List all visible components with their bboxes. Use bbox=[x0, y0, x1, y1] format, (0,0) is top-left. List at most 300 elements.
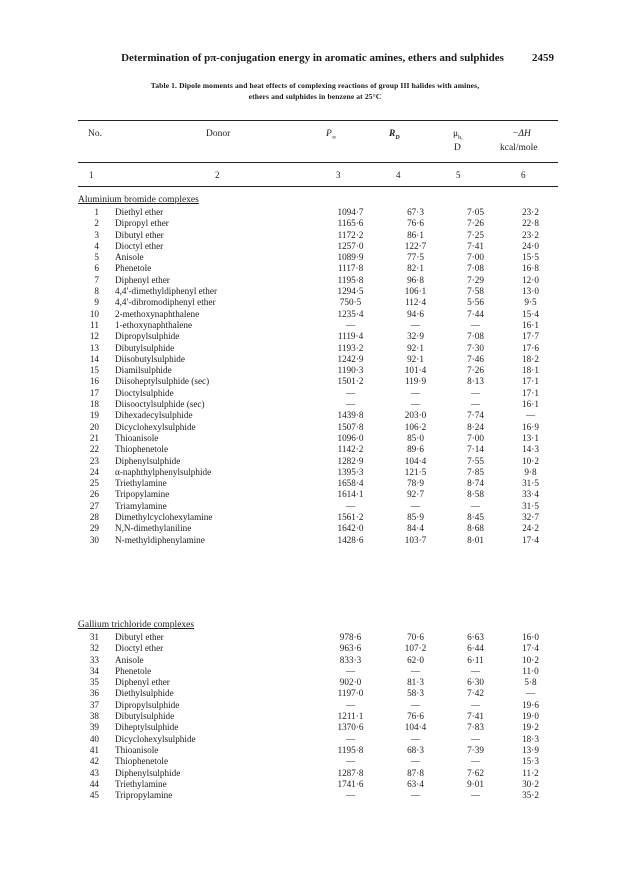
dipole-moment-value: 9·01 bbox=[467, 778, 484, 789]
row-number: 2 bbox=[94, 218, 99, 229]
p-infinity-value: — bbox=[345, 319, 356, 330]
delta-h-value: 12·0 bbox=[522, 274, 539, 285]
rd-value: — bbox=[410, 733, 421, 744]
running-title: Determination of pπ-conjugation energy in aromatic amines, ethers and sulphides bbox=[121, 52, 504, 64]
page-header bbox=[0, 52, 625, 68]
row-number: 10 bbox=[89, 308, 99, 319]
p-infinity-value: 1195·8 bbox=[337, 744, 364, 755]
header-mu-main: μ bbox=[453, 129, 459, 139]
column-number-rule bbox=[78, 186, 558, 187]
donor-name: 1-ethoxynaphthalene bbox=[115, 319, 193, 330]
table-row bbox=[78, 535, 558, 546]
column-number-4: 4 bbox=[396, 170, 401, 180]
table-row bbox=[78, 241, 558, 252]
donor-name: Diphenyl ether bbox=[115, 677, 170, 688]
header-mu bbox=[453, 129, 463, 141]
table-row bbox=[78, 376, 558, 387]
donor-name: Phenetole bbox=[115, 263, 152, 274]
p-infinity-value: 1282·9 bbox=[337, 455, 364, 466]
p-infinity-value: 1439·8 bbox=[337, 410, 364, 421]
donor-name: Dipropylsulphide bbox=[115, 331, 180, 342]
dipole-moment-value: 8·68 bbox=[467, 523, 484, 534]
donor-name: Phenetole bbox=[115, 665, 152, 676]
delta-h-value: — bbox=[525, 688, 536, 699]
p-infinity-value: — bbox=[345, 387, 356, 398]
p-infinity-value: — bbox=[345, 500, 356, 511]
row-number: 25 bbox=[89, 478, 99, 489]
dipole-moment-value: 7·41 bbox=[467, 711, 484, 722]
dipole-moment-value: — bbox=[470, 387, 481, 398]
rd-value: 96·8 bbox=[407, 274, 424, 285]
row-number: 24 bbox=[89, 466, 99, 477]
table-row bbox=[78, 456, 558, 467]
row-number: 15 bbox=[89, 365, 99, 376]
table-row bbox=[78, 779, 558, 790]
rd-value: 32·9 bbox=[407, 331, 424, 342]
row-number: 30 bbox=[89, 534, 99, 545]
header-no: No. bbox=[88, 129, 102, 139]
p-infinity-value: 1172·2 bbox=[337, 229, 364, 240]
dipole-moment-value: — bbox=[470, 319, 481, 330]
header-p-infinity bbox=[326, 129, 336, 141]
row-number: 18 bbox=[89, 399, 99, 410]
delta-h-value: 17·1 bbox=[522, 376, 539, 387]
dipole-moment-value: 7·25 bbox=[467, 229, 484, 240]
row-number: 36 bbox=[89, 688, 99, 699]
table-row bbox=[78, 309, 558, 320]
table-row bbox=[78, 655, 558, 666]
delta-h-value: 10·2 bbox=[522, 654, 539, 665]
donor-name: Dicyclohexylsulphide bbox=[115, 421, 196, 432]
delta-h-value: 15·5 bbox=[522, 252, 539, 263]
row-number: 12 bbox=[89, 331, 99, 342]
donor-name: Dipropyl ether bbox=[115, 218, 169, 229]
dipole-moment-value: 7·26 bbox=[467, 365, 484, 376]
row-number: 23 bbox=[89, 455, 99, 466]
p-infinity-value: 1119·4 bbox=[337, 331, 364, 342]
rd-value: — bbox=[410, 319, 421, 330]
delta-h-value: 18·1 bbox=[522, 365, 539, 376]
p-infinity-value: 1197·0 bbox=[337, 688, 364, 699]
page-number: 2459 bbox=[532, 52, 554, 64]
delta-h-value: 17·4 bbox=[522, 643, 539, 654]
dipole-moment-value: — bbox=[470, 733, 481, 744]
table-row bbox=[78, 501, 558, 512]
table-row bbox=[78, 320, 558, 331]
row-number: 42 bbox=[89, 756, 99, 767]
p-infinity-value: 1294·5 bbox=[337, 286, 364, 297]
donor-name: Tripropylamine bbox=[115, 790, 173, 801]
dipole-moment-value: 7·08 bbox=[467, 331, 484, 342]
p-infinity-value: — bbox=[345, 665, 356, 676]
rd-value: — bbox=[410, 399, 421, 410]
donor-name: Diethylsulphide bbox=[115, 688, 174, 699]
row-number: 40 bbox=[89, 733, 99, 744]
rd-value: 106·2 bbox=[404, 421, 427, 432]
p-infinity-value: 1507·8 bbox=[337, 421, 364, 432]
dipole-moment-value: 6·63 bbox=[467, 632, 484, 642]
header-h-main: −ΔH bbox=[512, 129, 531, 139]
table-caption bbox=[70, 80, 560, 102]
delta-h-value: 11·2 bbox=[522, 767, 539, 778]
delta-h-value: 23·2 bbox=[522, 229, 539, 240]
p-infinity-value: 1235·4 bbox=[337, 308, 364, 319]
p-infinity-value: 1561·2 bbox=[337, 512, 364, 523]
donor-name: Diphenylsulphide bbox=[115, 767, 181, 778]
donor-name: N,N-dimethylaniline bbox=[115, 523, 192, 534]
row-number: 28 bbox=[89, 512, 99, 523]
dipole-moment-value: 7·83 bbox=[467, 722, 484, 733]
table-row bbox=[78, 207, 558, 218]
rd-value: 101·4 bbox=[404, 365, 427, 376]
dipole-moment-value: 8·74 bbox=[467, 478, 484, 489]
table-row bbox=[78, 218, 558, 229]
table-row bbox=[78, 756, 558, 767]
donor-name: Dioctyl ether bbox=[115, 240, 164, 251]
dipole-moment-value: 7·85 bbox=[467, 466, 484, 477]
rd-value: 203·0 bbox=[404, 410, 427, 421]
column-number-3: 3 bbox=[336, 170, 341, 180]
delta-h-value: 32·7 bbox=[522, 512, 539, 523]
row-number: 33 bbox=[89, 654, 99, 665]
row-number: 8 bbox=[94, 286, 99, 297]
delta-h-value: 16·9 bbox=[522, 421, 539, 432]
table-row bbox=[78, 643, 558, 654]
p-infinity-value: 1242·9 bbox=[337, 353, 364, 364]
p-infinity-value: 1094·7 bbox=[337, 207, 364, 217]
row-number: 31 bbox=[89, 632, 99, 642]
p-infinity-value: — bbox=[345, 399, 356, 410]
row-number: 21 bbox=[89, 432, 99, 443]
donor-name: Thioanisole bbox=[115, 432, 159, 443]
header-rule bbox=[78, 162, 558, 163]
row-number: 13 bbox=[89, 342, 99, 353]
rd-value: 58·3 bbox=[407, 688, 424, 699]
table-row bbox=[78, 252, 558, 263]
p-infinity-value: 1165·6 bbox=[337, 218, 364, 229]
donor-name: Dimethylcyclohexylamine bbox=[115, 512, 213, 523]
delta-h-value: 16·1 bbox=[522, 399, 539, 410]
rd-value: 85·9 bbox=[407, 512, 424, 523]
p-infinity-value: 1658·4 bbox=[337, 478, 364, 489]
rd-value: 121·5 bbox=[404, 466, 427, 477]
dipole-moment-value: 6·11 bbox=[467, 654, 484, 665]
delta-h-value: 16·0 bbox=[522, 632, 539, 642]
table-row bbox=[78, 677, 558, 688]
table-row bbox=[78, 230, 558, 241]
rd-value: 92·7 bbox=[407, 489, 424, 500]
dipole-moment-value: 6·30 bbox=[467, 677, 484, 688]
delta-h-value: 15·3 bbox=[522, 756, 539, 767]
donor-name: 2-methoxynaphthalene bbox=[115, 308, 200, 319]
delta-h-value: 33·4 bbox=[522, 489, 539, 500]
donor-name: Dicyclohexylsulphide bbox=[115, 733, 196, 744]
rd-value: 87·8 bbox=[407, 767, 424, 778]
p-infinity-value: — bbox=[345, 790, 356, 801]
rd-value: 63·4 bbox=[407, 778, 424, 789]
rd-value: 68·3 bbox=[407, 744, 424, 755]
rd-value: 122·7 bbox=[404, 240, 427, 251]
dipole-moment-value: 7·41 bbox=[467, 240, 484, 251]
rd-value: — bbox=[410, 665, 421, 676]
rd-value: — bbox=[410, 790, 421, 801]
row-number: 17 bbox=[89, 387, 99, 398]
table-row bbox=[78, 410, 558, 421]
p-infinity-value: 1211·1 bbox=[337, 711, 364, 722]
delta-h-value: 30·2 bbox=[522, 778, 539, 789]
dipole-moment-value: — bbox=[470, 500, 481, 511]
row-number: 16 bbox=[89, 376, 99, 387]
donor-name: Anisole bbox=[115, 654, 144, 665]
dipole-moment-value: 7·26 bbox=[467, 218, 484, 229]
row-number: 39 bbox=[89, 722, 99, 733]
row-number: 20 bbox=[89, 421, 99, 432]
donor-name: Dipropylsulphide bbox=[115, 699, 180, 710]
dipole-moment-value: — bbox=[470, 790, 481, 801]
section-title-gallium: Gallium trichloride complexes bbox=[78, 620, 195, 630]
header-h-unit: kcal/mole bbox=[500, 143, 538, 153]
dipole-moment-value: — bbox=[470, 399, 481, 410]
row-number: 4 bbox=[94, 240, 99, 251]
table-row bbox=[78, 388, 558, 399]
row-number: 7 bbox=[94, 274, 99, 285]
dipole-moment-value: 7·44 bbox=[467, 308, 484, 319]
donor-name: Thiophenetole bbox=[115, 444, 169, 455]
dipole-moment-value: 6·44 bbox=[467, 643, 484, 654]
table-row bbox=[78, 467, 558, 478]
dipole-moment-value: 7·05 bbox=[467, 207, 484, 217]
row-number: 34 bbox=[89, 665, 99, 676]
rd-value: 112·4 bbox=[404, 297, 427, 308]
rd-value: 85·0 bbox=[407, 432, 424, 443]
delta-h-value: 17·7 bbox=[522, 331, 539, 342]
gallium-table bbox=[78, 632, 558, 801]
p-infinity-value: 1501·2 bbox=[337, 376, 364, 387]
table-row bbox=[78, 666, 558, 677]
p-infinity-value: 1117·8 bbox=[337, 263, 364, 274]
table-row bbox=[78, 365, 558, 376]
p-infinity-value: 1195·8 bbox=[337, 274, 364, 285]
row-number: 43 bbox=[89, 767, 99, 778]
gallium-table-body bbox=[78, 632, 558, 801]
delta-h-value: 15·4 bbox=[522, 308, 539, 319]
p-infinity-value: 1614·1 bbox=[337, 489, 364, 500]
p-infinity-value: — bbox=[345, 733, 356, 744]
delta-h-value: 14·3 bbox=[522, 444, 539, 455]
row-number: 11 bbox=[90, 319, 99, 330]
row-number: 9 bbox=[94, 297, 99, 308]
donor-name: Dioctylsulphide bbox=[115, 387, 174, 398]
dipole-moment-value: 7·00 bbox=[467, 432, 484, 443]
delta-h-value: 22·8 bbox=[522, 218, 539, 229]
rd-value: 103·7 bbox=[404, 534, 427, 545]
dipole-moment-value: 7·55 bbox=[467, 455, 484, 466]
delta-h-value: 24·2 bbox=[522, 523, 539, 534]
donor-name: Diamilsulphide bbox=[115, 365, 172, 376]
p-infinity-value: 750·5 bbox=[339, 297, 362, 308]
delta-h-value: 19·0 bbox=[522, 711, 539, 722]
p-infinity-value: 1287·8 bbox=[337, 767, 364, 778]
column-number-5: 5 bbox=[456, 170, 461, 180]
p-infinity-value: — bbox=[345, 699, 356, 710]
donor-name: Diisoheptylsulphide (sec) bbox=[115, 376, 210, 387]
header-mu-sub: h, bbox=[458, 134, 463, 141]
donor-name: Triamylamine bbox=[115, 500, 167, 511]
delta-h-value: 13·0 bbox=[522, 286, 539, 297]
row-number: 45 bbox=[89, 790, 99, 801]
row-number: 32 bbox=[89, 643, 99, 654]
column-number-6: 6 bbox=[521, 170, 526, 180]
row-number: 41 bbox=[89, 744, 99, 755]
row-number: 44 bbox=[89, 778, 99, 789]
table-row bbox=[78, 734, 558, 745]
table-label: Table 1. bbox=[150, 81, 178, 90]
delta-h-value: 16·1 bbox=[522, 319, 539, 330]
delta-h-value: 10·2 bbox=[522, 455, 539, 466]
delta-h-value: 35·2 bbox=[522, 790, 539, 801]
delta-h-value: 13·1 bbox=[522, 432, 539, 443]
dipole-moment-value: 7·46 bbox=[467, 353, 484, 364]
row-number: 27 bbox=[89, 500, 99, 511]
delta-h-value: 24·0 bbox=[522, 240, 539, 251]
rd-value: 92·1 bbox=[407, 353, 424, 364]
table-row bbox=[78, 444, 558, 455]
donor-name: Diisooctylsulphide (sec) bbox=[115, 399, 205, 410]
donor-name: Dibutylsulphide bbox=[115, 711, 175, 722]
donor-name: Dibutylsulphide bbox=[115, 342, 175, 353]
rd-value: 78·9 bbox=[407, 478, 424, 489]
rd-value: 92·1 bbox=[407, 342, 424, 353]
dipole-moment-value: 8·24 bbox=[467, 421, 484, 432]
rd-value: 70·6 bbox=[407, 632, 424, 642]
delta-h-value: 18·3 bbox=[522, 733, 539, 744]
rd-value: 67·3 bbox=[407, 207, 424, 217]
rd-value: 119·9 bbox=[404, 376, 427, 387]
table-row bbox=[78, 489, 558, 500]
table-row bbox=[78, 331, 558, 342]
rd-value: 106·1 bbox=[404, 286, 427, 297]
table-row bbox=[78, 354, 558, 365]
delta-h-value: 17·6 bbox=[522, 342, 539, 353]
delta-h-value: 23·2 bbox=[522, 207, 539, 217]
rd-value: 84·4 bbox=[407, 523, 424, 534]
p-infinity-value: 1370·6 bbox=[337, 722, 364, 733]
p-infinity-value: 1142·2 bbox=[337, 444, 364, 455]
rd-value: 76·6 bbox=[407, 711, 424, 722]
rd-value: 76·6 bbox=[407, 218, 424, 229]
p-infinity-value: 1190·3 bbox=[337, 365, 364, 376]
donor-name: α-naphthylphenylsulphide bbox=[115, 466, 212, 477]
donor-name: Triethylamine bbox=[115, 478, 167, 489]
donor-name: Diisobutylsulphide bbox=[115, 353, 185, 364]
table-row bbox=[78, 399, 558, 410]
table-row bbox=[78, 263, 558, 274]
column-number-2: 2 bbox=[215, 170, 220, 180]
aluminium-table bbox=[78, 207, 558, 546]
table-row bbox=[78, 688, 558, 699]
column-number-1: 1 bbox=[89, 170, 94, 180]
row-number: 14 bbox=[89, 353, 99, 364]
table-row bbox=[78, 722, 558, 733]
donor-name: Triethylamine bbox=[115, 778, 167, 789]
donor-name: Tripopylamine bbox=[115, 489, 170, 500]
header-rd bbox=[389, 129, 400, 141]
donor-name: Thiophenetole bbox=[115, 756, 169, 767]
rd-value: 107·2 bbox=[404, 643, 427, 654]
p-infinity-value: 1642·0 bbox=[337, 523, 364, 534]
dipole-moment-value: 8·13 bbox=[467, 376, 484, 387]
delta-h-value: 11·0 bbox=[522, 665, 539, 676]
rd-value: 62·0 bbox=[407, 654, 424, 665]
delta-h-value: 9·5 bbox=[524, 297, 537, 308]
rd-value: — bbox=[410, 699, 421, 710]
row-number: 6 bbox=[94, 263, 99, 274]
dipole-moment-value: — bbox=[470, 756, 481, 767]
table-row bbox=[78, 768, 558, 779]
header-r-sub: D bbox=[395, 134, 400, 141]
delta-h-value: 5·8 bbox=[524, 677, 537, 688]
table-row bbox=[78, 433, 558, 444]
p-infinity-value: 1395·3 bbox=[337, 466, 364, 477]
caption-line-1: Dipole moments and heat effects of complexing reactions of group III halides with amines, bbox=[179, 81, 480, 90]
delta-h-value: 13·9 bbox=[522, 744, 539, 755]
delta-h-value: 31·5 bbox=[522, 500, 539, 511]
row-number: 26 bbox=[89, 489, 99, 500]
row-number: 29 bbox=[89, 523, 99, 534]
header-p-sub: ∞ bbox=[331, 134, 337, 141]
rd-value: 94·6 bbox=[407, 308, 424, 319]
header-delta-h bbox=[512, 129, 531, 139]
aluminium-table-body bbox=[78, 207, 558, 546]
donor-name: Thioanisole bbox=[115, 744, 159, 755]
donor-name: Diethyl ether bbox=[115, 207, 164, 217]
table-row bbox=[78, 286, 558, 297]
donor-name: Dibutyl ether bbox=[115, 229, 164, 240]
delta-h-value: 9·8 bbox=[524, 466, 537, 477]
donor-name: 4,4′-dibromodiphenyl ether bbox=[115, 297, 216, 308]
table-row bbox=[78, 632, 558, 643]
rd-value: 86·1 bbox=[407, 229, 424, 240]
donor-name: Anisole bbox=[115, 252, 144, 263]
table-row bbox=[78, 523, 558, 534]
donor-name: N-methyldiphenylamine bbox=[115, 534, 205, 545]
header-p-main: P bbox=[326, 129, 332, 139]
donor-name: Dioctyl ether bbox=[115, 643, 164, 654]
row-number: 3 bbox=[94, 229, 99, 240]
table-row bbox=[78, 275, 558, 286]
dipole-moment-value: 7·42 bbox=[467, 688, 484, 699]
donor-name: Diphenylsulphide bbox=[115, 455, 181, 466]
row-number: 22 bbox=[89, 444, 99, 455]
table-row bbox=[78, 790, 558, 801]
row-number: 1 bbox=[94, 207, 99, 217]
table-row bbox=[78, 745, 558, 756]
dipole-moment-value: 7·14 bbox=[467, 444, 484, 455]
row-number: 19 bbox=[89, 410, 99, 421]
rd-value: 77·5 bbox=[407, 252, 424, 263]
dipole-moment-value: 7·62 bbox=[467, 767, 484, 778]
p-infinity-value: 902·0 bbox=[339, 677, 362, 688]
section-title-aluminium: Aluminium bromide complexes bbox=[78, 195, 199, 205]
table-row bbox=[78, 478, 558, 489]
dipole-moment-value: 5·56 bbox=[467, 297, 484, 308]
header-mu-unit: D bbox=[454, 143, 461, 153]
dipole-moment-value: 7·74 bbox=[467, 410, 484, 421]
table-row bbox=[78, 422, 558, 433]
donor-name: Diphenyl ether bbox=[115, 274, 170, 285]
rd-value: — bbox=[410, 387, 421, 398]
table-top-rule bbox=[78, 120, 558, 121]
